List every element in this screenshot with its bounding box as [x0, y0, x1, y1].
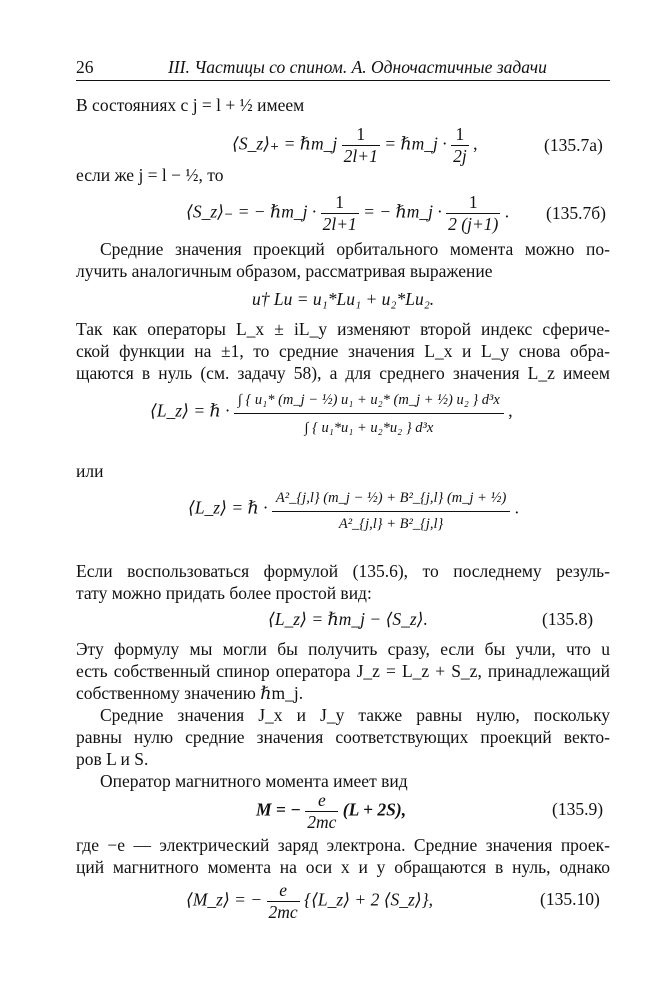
paragraph-3: Средние значения проекций орбитального момента можно по-: [100, 239, 610, 259]
eq-fraction: $\frac{1}{2 (j+1)}$: [448, 192, 499, 234]
page-number: 26: [76, 57, 94, 77]
paragraph-8: Оператор магнитного момента имеет вид: [100, 771, 408, 791]
paragraph-4-line: щаются в нуль (см. задачу 58), а для среднего значения L_z имеем: [76, 363, 610, 383]
equation-135-7b: ⟨S_z⟩₋ = − ℏm_j · $\frac{1}{2l+1}$ = − ℏm_j · $\frac{1}{2 (j+1)}$ .: [186, 192, 510, 234]
paragraph-7-line: ров L и S.: [76, 749, 149, 769]
paragraph-6-line: собственному значению ℏm_j.: [76, 683, 304, 703]
paragraph-9-line: ций магнитного момента на оси x и y обращаются в нуль, однако: [76, 857, 610, 877]
eq-fraction: $\frac{e}{2mc}$: [307, 790, 337, 832]
paragraph-4-line: ской функции на ±1, то средние значения L_x и L_y снова обра-: [76, 341, 610, 361]
equation-number: (135.7б): [546, 203, 606, 223]
equation-135-9: M = − $\frac{e}{2mc}$ (L + 2S),: [256, 790, 407, 832]
eq-lhs: ⟨S_z⟩₊ = ℏm_j: [232, 133, 338, 154]
equation-135-7a: ⟨S_z⟩₊ = ℏm_j $\frac{1}{2l+1}$ = ℏm_j · $\frac{1}{2j}$ ,: [232, 124, 478, 166]
paragraph-1: В состояниях с j = l + ½ имеем: [76, 95, 305, 115]
equation-Lz-coefficients: ⟨L_z⟩ = ℏ · $\frac{\text{A²\_\{j,l\} (m\_j − ½) + B²\_\{j,l\} (m\_j + ½)}}{\text{A²\_\{j,l\} + B²\_\{j,l\}}}$ .: [188, 486, 519, 533]
paragraph-7-line: равны нулю средние значения соответствующих проекций векто-: [76, 727, 610, 747]
paragraph-7: Средние значения J_x и J_y также равны нулю, поскольку: [100, 705, 610, 725]
eq-fraction: $\frac{e}{2mc}$: [268, 880, 298, 922]
paragraph-or: или: [76, 461, 104, 481]
paragraph-3-line: лучить аналогичным образом, рассматривая выражение: [76, 261, 493, 281]
paragraph-9: где −e — электрический заряд электрона. Средние значения проек-: [76, 835, 610, 855]
eq-fraction: $\frac{\text{∫ \{ u₁* (m\_j − ½) u₁ + u₂* (m\_j + ½) u₂ \} d³x}}{\text{∫ \{ u₁*u₁ + u₂*u₂ \} d³x}}$: [234, 388, 504, 437]
equation-number: (135.10): [540, 889, 600, 909]
paragraph-2: если же j = l − ½, то: [76, 165, 224, 185]
eq-fraction: $\frac{\text{A²\_\{j,l\} (m\_j − ½) + B²\_\{j,l\} (m\_j + ½)}}{\text{A²\_\{j,l\} + B²\_\{j,l\}}}$: [272, 486, 510, 533]
paragraph-6-line: есть собственный спинор оператора J_z = L_z + S_z, принадлежащий: [76, 661, 610, 681]
equation-135-10: ⟨M_z⟩ = − $\frac{e}{2mc}$ {⟨L_z⟩ + 2 ⟨S_z⟩},: [186, 880, 434, 922]
paragraph-5-line: тату можно придать более простой вид:: [76, 583, 372, 603]
eq-fraction: $\frac{1}{2l+1}$: [343, 124, 378, 166]
eq-fraction: $\frac{1}{2l+1}$: [322, 192, 357, 234]
paragraph-6: Эту формулу мы могли бы получить сразу, если бы учли, что u: [76, 639, 610, 659]
equation-135-8: ⟨L_z⟩ = ℏm_j − ⟨S_z⟩.: [268, 609, 428, 629]
equation-number: (135.9): [552, 799, 604, 819]
eq-fraction: $\frac{1}{2j}$: [453, 124, 467, 166]
running-title: III. Частицы со спином. А. Одночастичные задачи: [168, 57, 547, 77]
equation-u-dagger: u† Lu = u₁*Lu₁ + u₂*Lu₂.: [252, 289, 435, 309]
paragraph-5: Если воспользоваться формулой (135.6), то последнему резуль-: [76, 561, 610, 581]
equation-Lz-integral: ⟨L_z⟩ = ℏ · $\frac{\text{∫ \{ u₁* (m\_j − ½) u₁ + u₂* (m\_j + ½) u₂ \} d³x}}{\text{∫ \{ u₁*u₁ + u₂*u₂ \} d³x}}$ ,: [150, 388, 513, 437]
paragraph-4: Так как операторы L_x ± iL_y изменяют второй индекс сфериче-: [76, 319, 610, 339]
equation-number: (135.8): [542, 609, 594, 629]
header-rule: [76, 80, 610, 81]
equation-number: (135.7а): [544, 135, 603, 155]
